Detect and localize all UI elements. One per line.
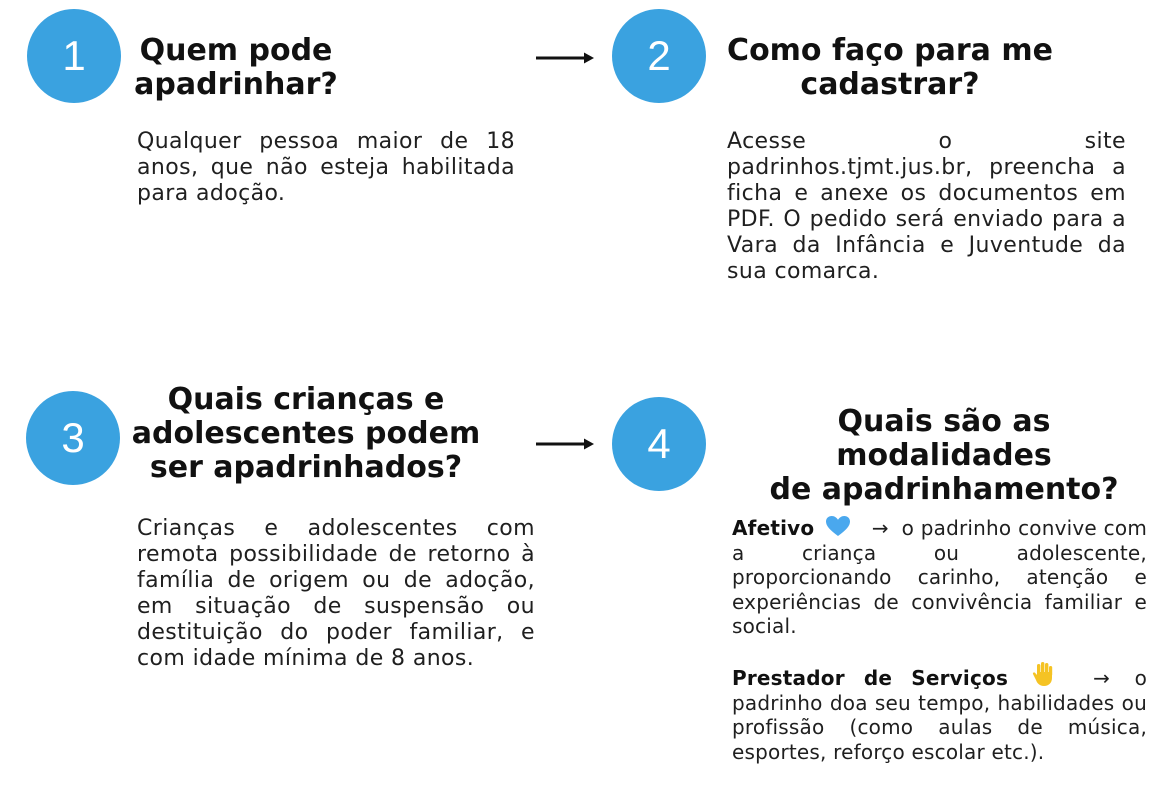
step-1-number-circle — [27, 9, 121, 103]
step-4-title: Quais são as modalidades de apadrinhamento? — [769, 404, 1119, 507]
step-4-number: 4 — [647, 420, 671, 467]
arrow-right-icon — [534, 50, 596, 66]
step-2-number: 2 — [647, 32, 671, 79]
modality-prestador — [732, 661, 1147, 764]
step-1-title: Quem pode apadrinhar? — [134, 33, 338, 102]
modality-afetivo-arrow: → — [871, 516, 889, 540]
step-4-number-circle — [612, 397, 706, 491]
arrow-right-icon — [534, 436, 596, 452]
step-2-title: Como faço para me cadastrar? — [727, 33, 1053, 102]
blue-heart-icon — [825, 515, 851, 537]
modality-afetivo-name: Afetivo — [732, 516, 815, 540]
step-3-title: Quais crianças e adolescentes podem ser apadrinhados? — [131, 382, 481, 485]
modality-afetivo-text: o padrinho convive com a criança ou adolescente, proporcionando carinho, atenção e experiências de convivência familiar e social. — [732, 516, 1147, 638]
step-3-text: Crianças e adolescentes com remota possibilidade de retorno à família de origem ou de adoção, em situação de suspensão ou destituição do poder familiar, e com idade mínima de 8 anos. — [137, 516, 535, 671]
modality-prestador-arrow: → — [1093, 666, 1111, 690]
modality-afetivo — [732, 515, 1147, 639]
step-3-number-circle — [26, 391, 120, 485]
step-1-number: 1 — [62, 32, 86, 79]
step-3-number: 3 — [61, 414, 85, 461]
modality-prestador-name: Prestador de Serviços — [732, 666, 1009, 690]
modality-prestador-text: o padrinho doa seu tempo, habilidades ou profissão (como aulas de música, esportes, reforço escolar etc.). — [732, 666, 1147, 764]
step-2-number-circle — [612, 9, 706, 103]
step-2-text: Acesse o site padrinhos.tjmt.jus.br, preencha a ficha e anexe os documentos em PDF. O pedido será enviado para a Vara da Infância e Juventude da sua comarca. — [727, 129, 1126, 284]
raised-hand-icon — [1031, 661, 1055, 687]
step-1-text: Qualquer pessoa maior de 18 anos, que não esteja habilitada para adoção. — [137, 129, 515, 206]
